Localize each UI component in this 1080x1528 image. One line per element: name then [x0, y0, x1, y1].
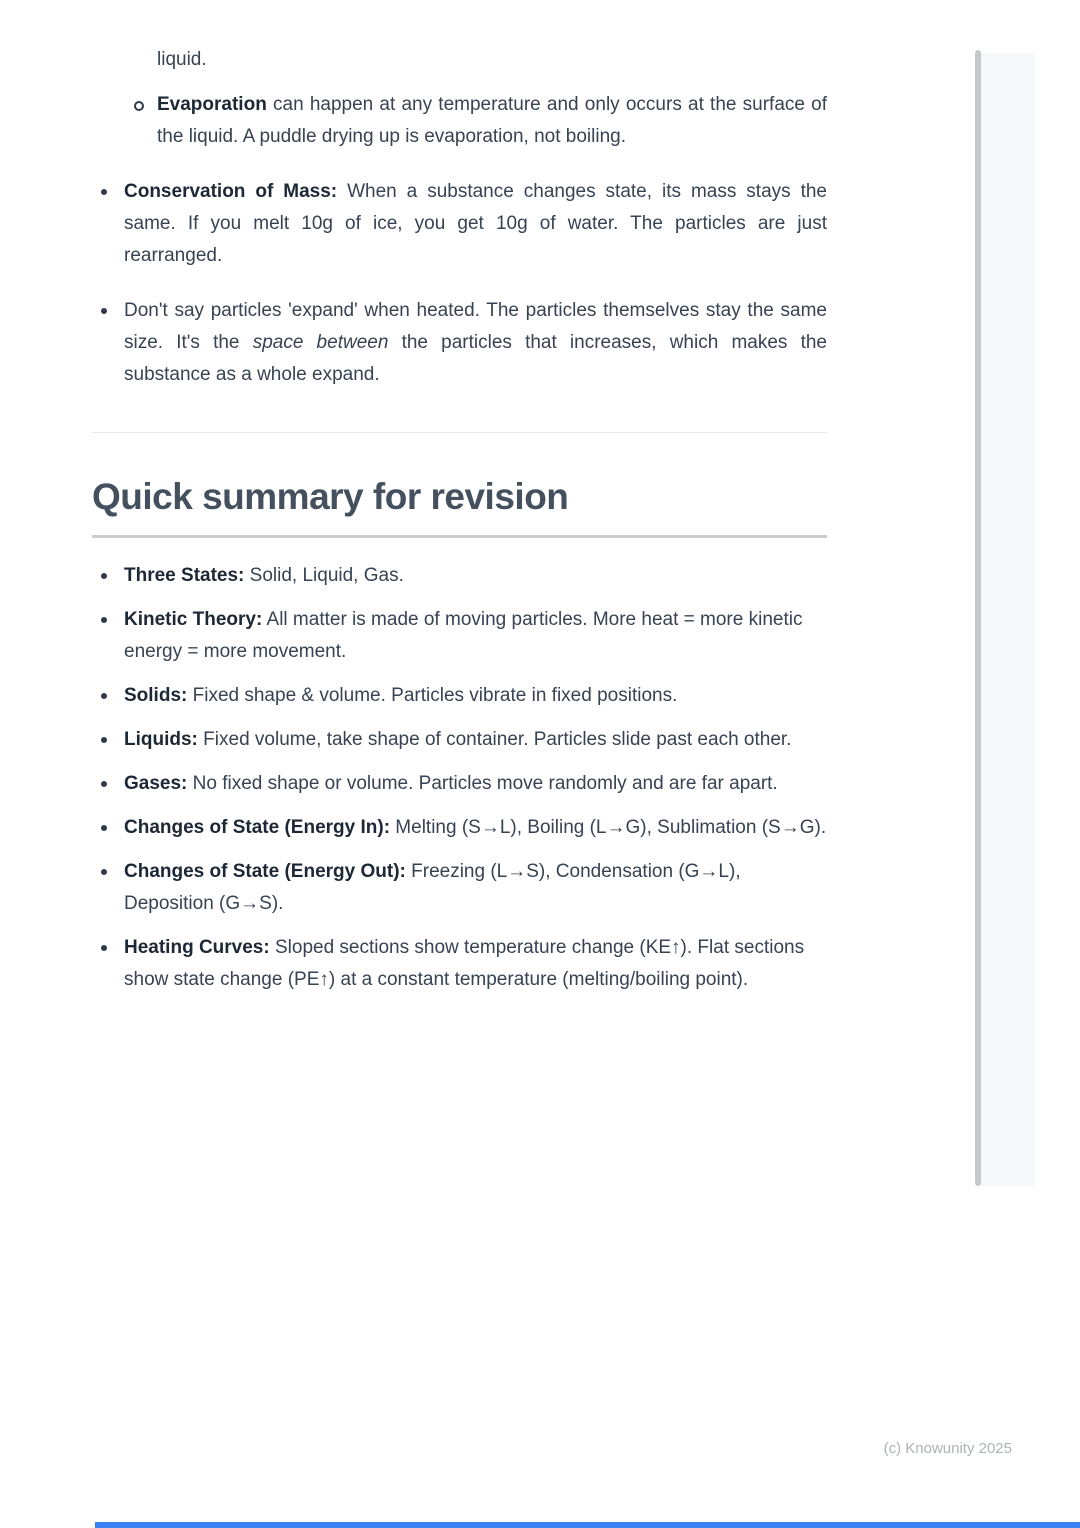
list-item-text: Conservation of Mass: When a substance changes state, its mass stays the same. If you melt 10g of ice, you get 10g of water. The particles are just rearranged.: [124, 181, 828, 266]
bottom-accent-bar: [95, 1522, 1080, 1528]
list-item-text: Kinetic Theory: All matter is made of moving particles. More heat = more kinetic energy = more movement.: [124, 609, 803, 662]
list-item: [92, 856, 827, 920]
bullet-dot-icon: [92, 812, 124, 844]
italic-phrase: space between: [252, 332, 389, 353]
intro-list: [92, 44, 827, 391]
bullet-dot-icon: [92, 295, 124, 391]
list-item-text: Changes of State (Energy In): Melting (S→L), Boiling (L→G), Sublimation (S→G).: [124, 817, 827, 838]
list-item-text: Don't say particles 'expand' when heated. The particles themselves stay the same size. It's the space between the particles that increases, which makes the substance as a whole expand.: [124, 300, 827, 385]
copyright-text: (c) Knowunity 2025: [883, 1440, 1012, 1457]
bullet-dot-icon: [92, 604, 124, 668]
list-item: [125, 89, 827, 153]
list-item-text: Solids: Fixed shape & volume. Particles vibrate in fixed positions.: [124, 685, 678, 706]
list-item-text: Liquids: Fixed volume, take shape of container. Particles slide past each other.: [124, 729, 792, 750]
list-item: [92, 604, 827, 668]
list-item: [92, 724, 827, 756]
list-item-text: Gases: No fixed shape or volume. Particles move randomly and are far apart.: [124, 773, 778, 794]
list-item: [92, 176, 827, 272]
list-item-text: Changes of State (Energy Out): Freezing (L→S), Condensation (G→L), Deposition (G→S).: [124, 861, 741, 914]
list-item: [92, 768, 827, 800]
bullet-dot-icon: [92, 856, 124, 920]
heading-underline: [92, 535, 827, 538]
list-item-text: Heating Curves: Sloped sections show temperature change (KE↑). Flat sections show state change (PE↑) at a constant temperature (melting/boiling point).: [124, 937, 805, 990]
bullet-dot-icon: [92, 724, 124, 756]
section-divider: [92, 432, 827, 433]
bullet-dot-icon: [92, 680, 124, 712]
section-heading: Quick summary for revision: [92, 476, 569, 517]
list-item: [92, 680, 827, 712]
list-item: [92, 560, 827, 592]
summary-list: [92, 560, 827, 996]
list-item: [92, 295, 827, 391]
hollow-bullet-icon: [125, 89, 157, 153]
bullet-dot-icon: [92, 932, 124, 996]
content-column: [92, 0, 827, 996]
list-item: [92, 932, 827, 996]
scrollbar-track[interactable]: [981, 53, 1035, 1186]
bullet-dot-icon: [92, 768, 124, 800]
list-item: [92, 812, 827, 844]
list-item-text: Evaporation can happen at any temperature and only occurs at the surface of the liquid. A puddle drying up is evaporation, not boiling.: [157, 94, 827, 147]
list-item-continuation: liquid.: [157, 49, 207, 70]
bullet-dot-icon: [92, 560, 124, 592]
bullet-dot-icon: [92, 176, 124, 272]
list-item-text: Three States: Solid, Liquid, Gas.: [124, 565, 404, 586]
